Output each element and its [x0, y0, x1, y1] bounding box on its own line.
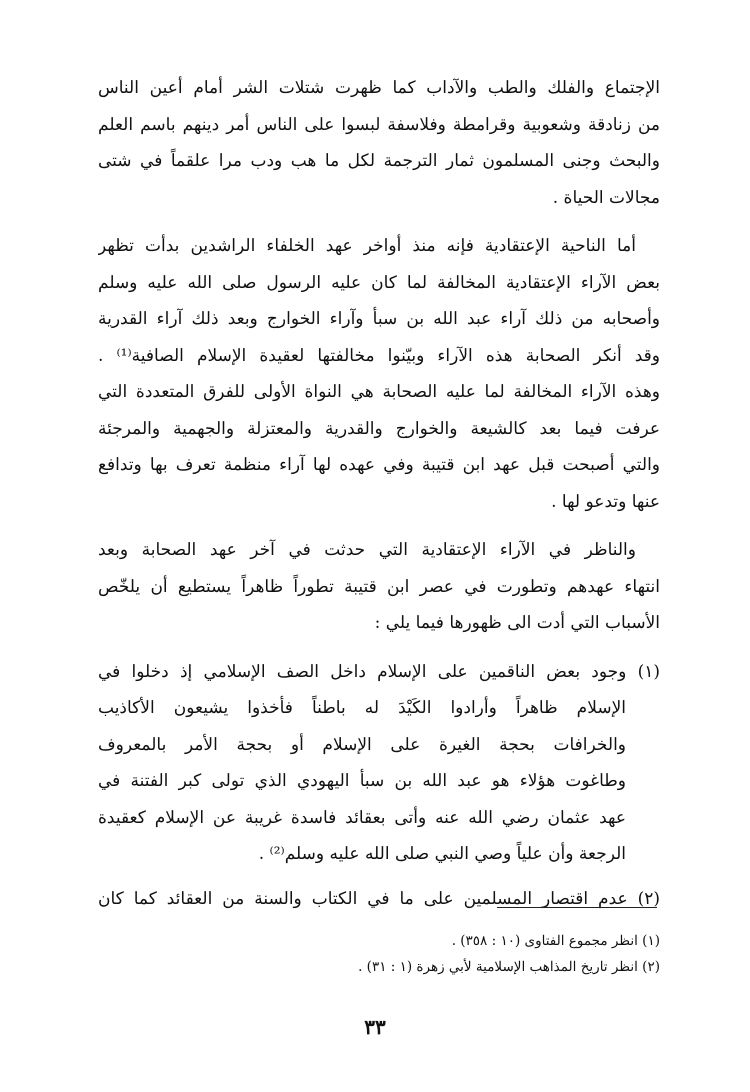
text-line: وقد أنكر الصحابة هذه الآراء وبيّنوا مخالفتها لعقيدة الإسلام الصافية⁽¹⁾ .	[98, 345, 660, 366]
text-line: وطاغوت هؤلاء هو عبد الله بن سبأ اليهودي الذي تولى كبر الفتنة في	[98, 771, 626, 791]
numbered-item	[98, 881, 660, 918]
paragraph-spacer	[98, 520, 660, 532]
text-line: والبحث وجنى المسلمون ثمار الترجمة لكل ما هب ودب مرا علقماً في شتى	[98, 151, 660, 171]
text-line: وأصحابه من ذلك آراء عبد الله بن سبأ وآراء الخوارج وبعد ذلك آراء القدرية	[98, 309, 660, 329]
text-line: الإسلام ظاهراً وأرادوا الكَيْدَ له باطناً فأخذوا يشيعون الأكاذيب	[98, 698, 626, 718]
text-line: وهذه الآراء المخالفة لما عليه الصحابة هي النواة الأولى للفرق المتعددة التي	[98, 382, 660, 402]
footnote: (٢) انظر تاريخ المذاهب الإسلامية لأبي زهرة (١ : ٣١) .	[358, 959, 660, 975]
paragraph-spacer	[98, 642, 660, 654]
main-text	[98, 70, 660, 917]
text-line: مجالات الحياة .	[552, 187, 660, 208]
paragraph-spacer	[98, 216, 660, 228]
page-number: ٣٣	[364, 1015, 386, 1039]
numbered-item	[98, 654, 660, 873]
text-line: عهد عثمان رضي الله عنه وأتى بعقائد فاسدة غريبة عن الإسلام كعقيدة	[98, 807, 626, 828]
text-line: أما الناحية الإعتقادية فإنه منذ أواخر عهد الخلفاء الراشدين بدأت تظهر	[98, 236, 636, 256]
text-line: الرجعة وأن علياً وصي النبي صلى الله عليه وسلم⁽²⁾ .	[258, 844, 626, 864]
text-line: (٢) عدم اقتصار المسلمين على ما في الكتاب والسنة من العقائد كما كان	[98, 888, 660, 909]
paragraph	[98, 228, 660, 520]
paragraph	[98, 70, 660, 216]
paragraph-spacer	[98, 873, 660, 881]
text-line: الأسباب التي أدت الى ظهورها فيما يلي :	[374, 613, 660, 633]
text-line: انتهاء عهدهم وتطورت في عصر ابن قتيبة تطوراً ظاهراً يستطيع أن يلخّص	[98, 576, 660, 597]
footnote: (١) انظر مجموع الفتاوى (١٠ : ٣٥٨) .	[451, 933, 660, 949]
footnote-divider	[497, 907, 657, 908]
text-line: والخرافات بحجة الغيرة على الإسلام أو بحجة الأمر بالمعروف	[98, 734, 626, 755]
text-line: الإجتماع والفلك والطب والآداب كما ظهرت شتلات الشر أمام أعين الناس	[98, 78, 660, 98]
text-line: والناظر في الآراء الإعتقادية التي حدثت في آخر عهد الصحابة وبعد	[98, 540, 636, 560]
paragraph	[98, 532, 660, 642]
text-line: من زنادقة وشعوبية وقرامطة وفلاسفة لبسوا على الناس أمر دينهم باسم العلم	[98, 114, 660, 135]
footnotes	[300, 928, 660, 980]
text-line: بعض الآراء الإعتقادية المخالفة لما كان عليه الرسول صلى الله عليه وسلم	[98, 272, 660, 293]
text-line: (١) وجود بعض الناقمين على الإسلام داخل الصف الإسلامي إذ دخلوا في	[98, 661, 660, 682]
text-line: عرفت فيما بعد كالشيعة والخوارج والقدرية والمعتزلة والجهمية والمرجئة	[98, 418, 660, 439]
text-line: عنها وتدعو لها .	[551, 491, 660, 512]
text-line: والتي أصبحت قبل عهد ابن قتيبة وفي عهده لها آراء منظمة تعرف بها وتدافع	[98, 455, 660, 475]
